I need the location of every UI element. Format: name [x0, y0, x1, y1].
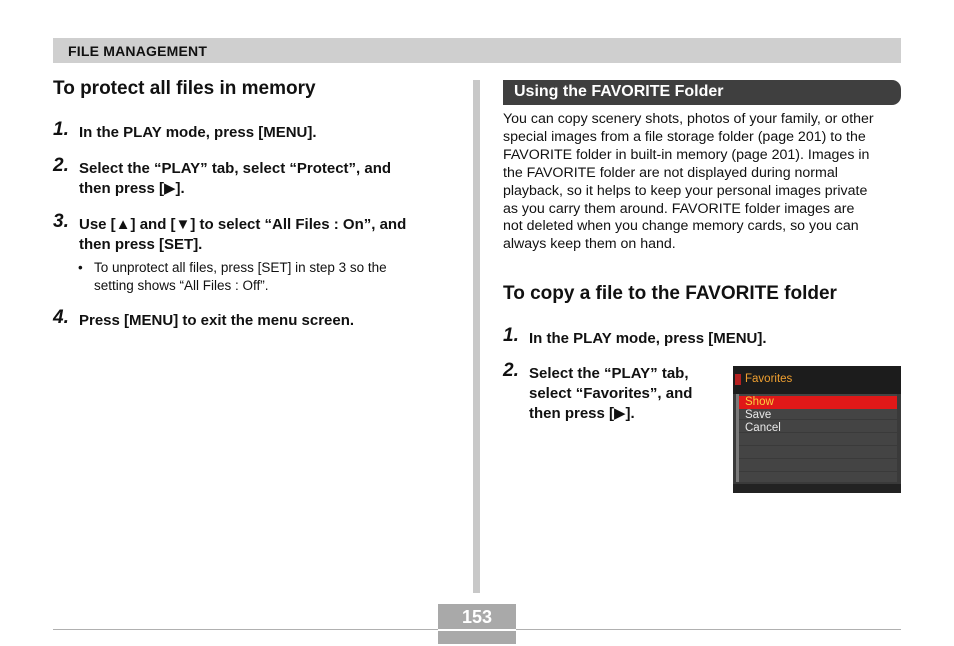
right-step-1 [503, 325, 901, 349]
step-number: 2. [503, 360, 519, 381]
step-number: 2. [53, 155, 69, 176]
section-header-title: FILE MANAGEMENT [68, 43, 208, 59]
favorite-section-title-bar [503, 80, 901, 105]
step-line: then press [SET]. [79, 236, 203, 253]
left-step-3 [53, 211, 463, 255]
paragraph-line: special images from a file storage folder (page 201) to the [503, 128, 866, 145]
column-divider [473, 80, 480, 593]
paragraph-line: You can copy scenery shots, photos of your family, or other [503, 111, 874, 127]
menu-item-show[interactable]: Show [739, 396, 897, 409]
favorite-section-title: Using the FAVORITE Folder [514, 83, 724, 100]
bullet-line: setting shows “All Files : Off”. [94, 278, 269, 293]
step-line: In the PLAY mode, press [MENU]. [529, 330, 767, 347]
menu-item-save[interactable]: Save [745, 409, 772, 421]
step-number: 1. [503, 325, 519, 346]
step-number: 4. [53, 307, 69, 328]
menu-item-cancel[interactable]: Cancel [745, 422, 781, 434]
favorite-description [503, 111, 903, 254]
step-line: Select the “PLAY” tab, select “Protect”, and [79, 160, 392, 177]
step-number: 3. [53, 211, 69, 232]
paragraph-line: FAVORITE folder in built-in memory (page 201). Images in [503, 146, 870, 163]
paragraph-line: as you carry them around. FAVORITE folder images are [503, 200, 855, 217]
screen-bottom-bar [733, 484, 901, 493]
page-number-stripe [438, 629, 516, 631]
step-line: then press [▶]. [79, 180, 185, 197]
page-number: 153 [461, 607, 493, 627]
step-number: 1. [53, 119, 69, 140]
camera-menu-screenshot [733, 366, 901, 493]
step-line: select “Favorites”, and [529, 385, 693, 402]
bullet-symbol: • [78, 260, 83, 275]
page-number-box [438, 604, 516, 644]
bullet-line: To unprotect all files, press [SET] in step 3 so the [94, 260, 387, 275]
step-line: Use [▲] and [▼] to select “All Files : On”, and [79, 216, 407, 233]
screen-title-bar [733, 366, 901, 394]
right-step-2 [503, 360, 723, 424]
step-line: In the PLAY mode, press [MENU]. [79, 124, 317, 141]
step-line: then press [▶]. [529, 405, 635, 422]
screen-title: Favorites [745, 373, 793, 385]
left-step-1 [53, 119, 463, 143]
paragraph-line: always keep them on hand. [503, 236, 676, 253]
paragraph-line: not deleted when you change memory cards, so you can [503, 218, 859, 235]
step-line: Select the “PLAY” tab, [529, 365, 689, 382]
left-step-4 [53, 307, 463, 331]
paragraph-line: playback, so it helps to keep your personal images private [503, 182, 868, 199]
right-heading: To copy a file to the FAVORITE folder [503, 283, 837, 304]
section-header-bar [53, 38, 901, 63]
left-step-2 [53, 155, 463, 199]
paragraph-line: the FAVORITE folder are not displayed during normal [503, 164, 838, 181]
left-heading: To protect all files in memory [53, 78, 316, 99]
play-tab-marker [735, 374, 741, 385]
step-line: Press [MENU] to exit the menu screen. [79, 312, 355, 329]
